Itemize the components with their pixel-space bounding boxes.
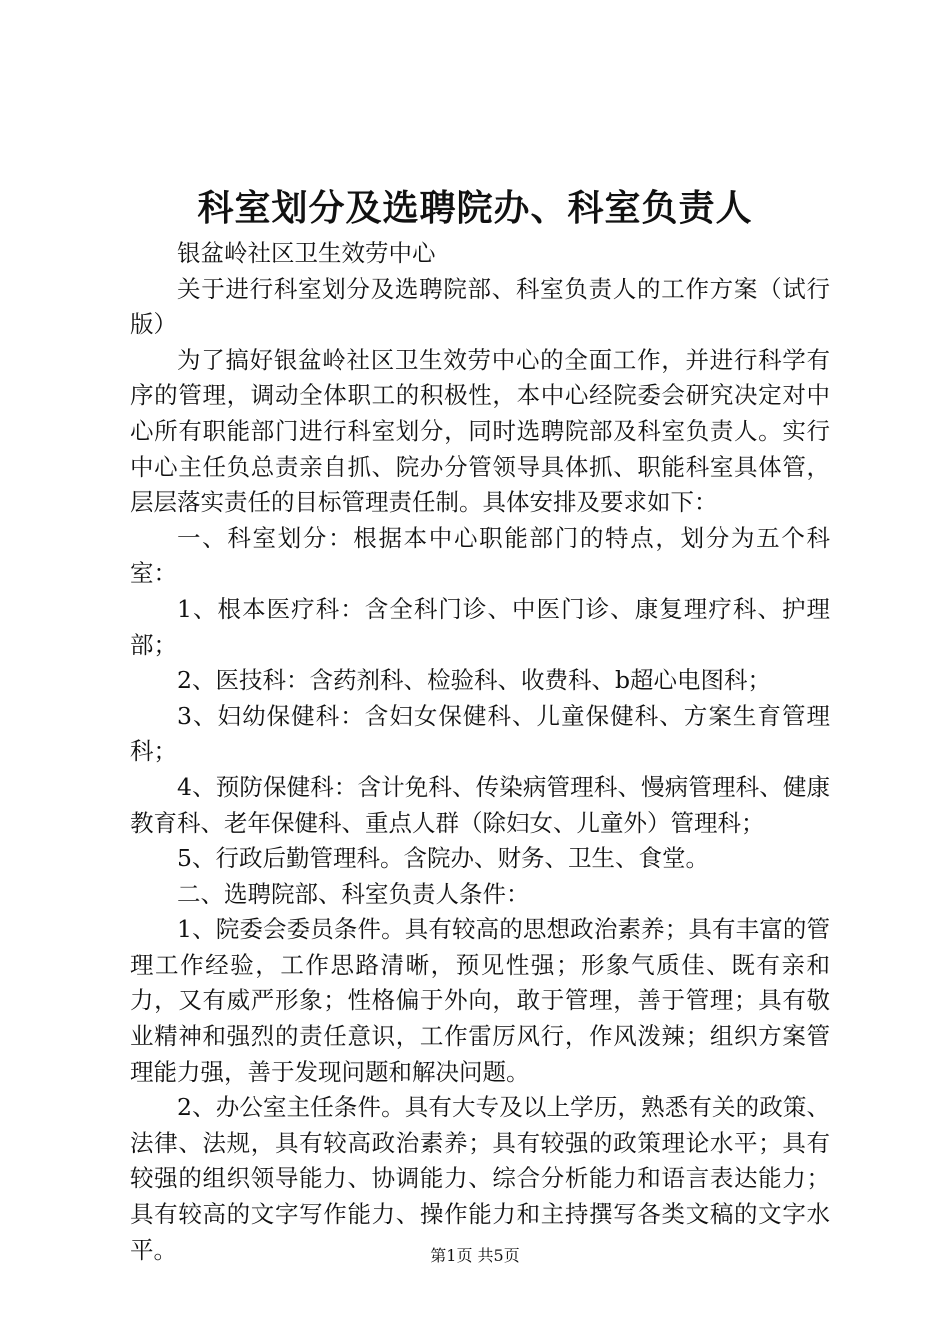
org-name: 银盆岭社区卫生效劳中心 bbox=[177, 239, 436, 267]
list-item: 5、行政后勤管理科。含院办、财务、卫生、食堂。 bbox=[177, 844, 709, 873]
list-item: 1、根本医疗科：含全科门诊、中医门诊、康复理疗科、护理部； bbox=[130, 594, 830, 659]
body-paragraph-intro: 为了搞好银盆岭社区卫生效劳中心的全面工作，并进行科学有序的管理，调动全体职工的积极性，本中心经院委会研究决定对中心所有职能部门进行科室划分，同时选聘院部及科室负责人。实行中心主任负总责亲自抓、院办分管领导具体抓、职能科室具体管，层层落实责任的目标管理责任制。具体安排及要求如下： bbox=[130, 345, 830, 517]
list-item: 4、预防保健科：含计免科、传染病管理科、慢病管理科、健康教育科、老年保健科、重点人群（除妇女、儿童外）管理科； bbox=[130, 772, 830, 837]
document-body bbox=[130, 236, 830, 1268]
plan-subtitle: 关于进行科室划分及选聘院部、科室负责人的工作方案（试行版） bbox=[130, 274, 830, 339]
section-heading-conditions: 二、选聘院部、科室负责人条件： bbox=[177, 879, 530, 908]
list-item: 2、医技科：含药剂科、检验科、收费科、b超心电图科； bbox=[177, 666, 771, 695]
page-title: 科室划分及选聘院办、科室负责人 bbox=[197, 187, 753, 229]
list-item: 3、妇幼保健科：含妇女保健科、儿童保健科、方案生育管理科； bbox=[130, 701, 830, 766]
list-item: 2、办公室主任条件。具有大专及以上学历，熟悉有关的政策、法律、法规，具有较高政治素养；具有较强的政策理论水平；具有较强的组织领导能力、协调能力、综合分析能力和语言表达能力；具有较高的文字写作能力、操作能力和主持撰写各类文稿的文字水平。 bbox=[130, 1093, 830, 1264]
section-heading-division: 一、科室划分：根据本中心职能部门的特点，划分为五个科室： bbox=[130, 523, 830, 588]
page-footer: 第1页 共5页 bbox=[430, 1246, 520, 1265]
list-item: 1、院委会委员条件。具有较高的思想政治素养；具有丰富的管理工作经验，工作思路清晰，预见性强；形象气质佳、既有亲和力，又有威严形象；性格偏于外向，敢于管理，善于管理；具有敬业精神和强烈的责任意识，工作雷厉风行，作风泼辣；组织方案管理能力强，善于发现问题和解决问题。 bbox=[130, 915, 830, 1086]
